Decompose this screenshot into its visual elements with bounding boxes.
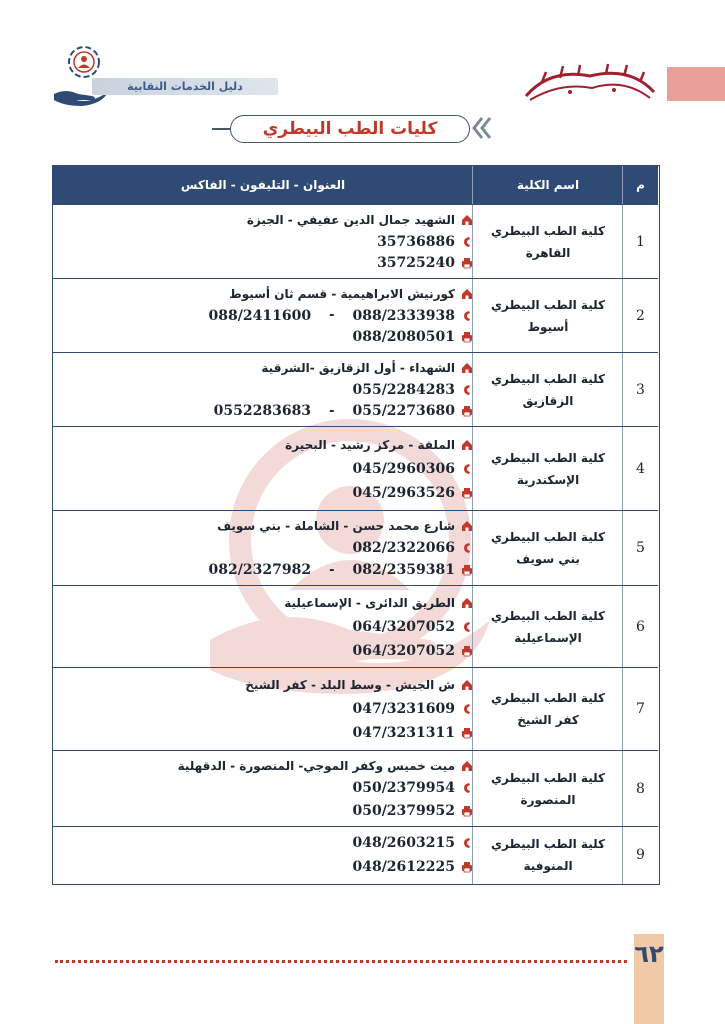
phone-icon (461, 542, 473, 554)
home-icon (461, 520, 473, 532)
fax-line (53, 721, 473, 745)
address-text: ش الجيش - وسط البلد - كفر الشيخ (245, 678, 455, 692)
college-city: الإسكندرية (516, 472, 580, 487)
fax-line (53, 800, 473, 822)
college-name-line1: كلية الطب البيطري (491, 530, 605, 544)
college-name-line1: كلية الطب البيطري (491, 691, 605, 705)
address-text: الملقة - مركز رشيد - البحيرة (285, 437, 455, 452)
table-row (53, 826, 658, 883)
home-icon (461, 597, 473, 609)
address-line (53, 433, 473, 457)
college-name-line1: كلية الطب البيطري (491, 371, 605, 386)
address-text: ميت خميس وكفر الموجي- المنصورة - الدقهلية (177, 759, 455, 774)
corner-accent (667, 67, 725, 101)
table-row (53, 667, 658, 750)
college-city: أسيوط (527, 319, 569, 334)
fax-number: 088/2080501 (352, 329, 455, 346)
fax-number: 047/3231311 (352, 725, 455, 741)
phone-number: 082/2322066 (352, 540, 455, 556)
table-row (53, 426, 658, 510)
college-name-line1: كلية الطب البيطري (491, 770, 605, 785)
fax-number: 055/2273680 (352, 403, 455, 420)
fax-number: 082/2359381 (352, 562, 455, 578)
college-name (473, 205, 623, 278)
contact-cell (53, 283, 473, 348)
guide-banner: دليل الخدمات النقابية (92, 78, 278, 95)
address-text: الشهداء - أول الزقازيق -الشرقية (261, 360, 455, 375)
fax-number-extra: 0552283683 (213, 403, 312, 420)
phone-number: 048/2603215 (352, 835, 455, 851)
address-text: الطريق الدائرى - الإسماعيلية (284, 595, 455, 610)
contact-cell (53, 209, 473, 274)
phone-line (53, 831, 473, 855)
row-number: 2 (636, 307, 645, 324)
address-line (53, 515, 473, 537)
fax-icon (461, 727, 473, 739)
college-city: الزقازيق (522, 393, 574, 408)
college-name (473, 353, 623, 426)
address-line (53, 755, 473, 777)
address-line (53, 283, 473, 305)
table-row (53, 585, 658, 667)
fax-icon (461, 331, 473, 343)
phone-icon (461, 236, 473, 248)
contact-cell (53, 590, 473, 663)
fax-number: 064/3207052 (352, 642, 455, 659)
contact-cell (53, 357, 473, 422)
college-name (473, 279, 623, 352)
address-line (53, 591, 473, 615)
college-name (473, 586, 623, 667)
column-header-number: م (636, 178, 645, 192)
phone-icon (461, 621, 473, 633)
phone-icon (461, 384, 473, 396)
fax-line (53, 252, 473, 274)
fax-line (53, 639, 473, 663)
chevron-left-icon (468, 116, 494, 140)
college-name (473, 511, 623, 585)
college-city: المنوفية (523, 859, 573, 873)
address-line (53, 357, 473, 379)
fax-line (53, 400, 473, 422)
phone-line (53, 697, 473, 721)
address-text: شارع محمد حسن - الشاملة - بني سويف (217, 519, 455, 533)
row-number: 7 (636, 701, 645, 717)
phone-line (53, 537, 473, 559)
colleges-table (52, 165, 660, 885)
phone-number: 055/2284283 (352, 381, 455, 398)
college-name (473, 427, 623, 510)
home-icon (461, 679, 473, 691)
footer-divider (55, 960, 627, 963)
column-header-college-name: اسم الكلية (516, 178, 580, 192)
fax-icon (461, 257, 473, 269)
address-line (53, 209, 473, 231)
phone-line (53, 457, 473, 481)
address-text: الشهيد جمال الدين عفيفي - الجيزة (246, 212, 455, 227)
home-icon (461, 439, 473, 451)
fax-line (53, 855, 473, 879)
fax-number: 048/2612225 (352, 859, 455, 875)
fax-number: 045/2963526 (352, 484, 455, 501)
college-name-line1: كلية الطب البيطري (491, 297, 605, 312)
table-row (53, 204, 658, 278)
fax-number: 35725240 (377, 255, 455, 272)
phone-line (53, 615, 473, 639)
fax-icon (461, 487, 473, 499)
college-city: القاهرة (525, 245, 571, 260)
fax-icon (461, 564, 473, 576)
college-city: بني سويف (516, 552, 580, 566)
separator: - (329, 403, 335, 419)
phone-number: 064/3207052 (352, 618, 455, 635)
page-number: ٦٢ (634, 940, 664, 968)
fax-icon (461, 861, 473, 873)
contact-cell (53, 515, 473, 581)
phone-icon (461, 837, 473, 849)
home-icon (461, 760, 473, 772)
row-number: 8 (636, 780, 645, 797)
row-number: 4 (636, 460, 645, 477)
fax-number-extra: 082/2327982 (208, 562, 312, 578)
college-city: الإسماعيلية (514, 630, 582, 645)
table-row (53, 278, 658, 352)
home-icon (461, 288, 473, 300)
separator: - (329, 562, 335, 578)
row-number: 5 (636, 540, 645, 556)
table-row (53, 750, 658, 826)
college-city: كفر الشيخ (517, 713, 579, 727)
separator: - (329, 308, 335, 323)
fax-icon (461, 805, 473, 817)
phone-number-extra: 088/2411600 (208, 307, 312, 324)
phone-icon (461, 463, 473, 475)
row-number: 1 (636, 233, 645, 250)
syndicate-logo (520, 62, 660, 106)
phone-number: 35736886 (377, 233, 455, 250)
phone-icon (461, 703, 473, 715)
contact-cell (53, 672, 473, 746)
college-name-line1: كلية الطب البيطري (491, 450, 605, 465)
college-name (473, 668, 623, 750)
phone-line (53, 379, 473, 401)
fax-number: 050/2379952 (352, 802, 455, 819)
address-text: كورنيش الابراهيمية - قسم ثان أسيوط (229, 286, 455, 301)
phone-number: 045/2960306 (352, 460, 455, 477)
college-name-line1: كلية الطب البيطري (491, 223, 605, 238)
fax-icon (461, 645, 473, 657)
table-row (53, 510, 658, 585)
phone-number: 088/2333938 (352, 307, 455, 324)
phone-line (53, 777, 473, 799)
contact-cell (53, 431, 473, 506)
phone-line (53, 305, 473, 327)
contact-cell (53, 831, 473, 879)
title-connector (212, 128, 232, 130)
phone-icon (461, 310, 473, 322)
home-icon (461, 214, 473, 226)
home-icon (461, 362, 473, 374)
phone-line (53, 231, 473, 253)
table-header (53, 166, 658, 204)
row-number: 9 (636, 847, 645, 863)
fax-icon (461, 405, 473, 417)
row-number: 6 (636, 618, 645, 635)
contact-cell (53, 755, 473, 822)
table-row (53, 352, 658, 426)
fax-line (53, 559, 473, 581)
college-name (473, 751, 623, 826)
college-city: المنصورة (520, 792, 576, 807)
fax-line (53, 326, 473, 348)
phone-icon (461, 782, 473, 794)
column-header-contact: العنوان - التليفون - الفاكس (180, 178, 346, 192)
phone-number: 050/2379954 (352, 780, 455, 797)
college-name-line1: كلية الطب البيطري (491, 608, 605, 623)
college-name-line1: كلية الطب البيطري (491, 837, 605, 851)
college-name (473, 827, 623, 883)
address-line (53, 673, 473, 697)
row-number: 3 (636, 381, 645, 398)
page-title: كليات الطب البيطري (230, 115, 470, 143)
phone-number: 047/3231609 (352, 701, 455, 717)
fax-line (53, 481, 473, 505)
